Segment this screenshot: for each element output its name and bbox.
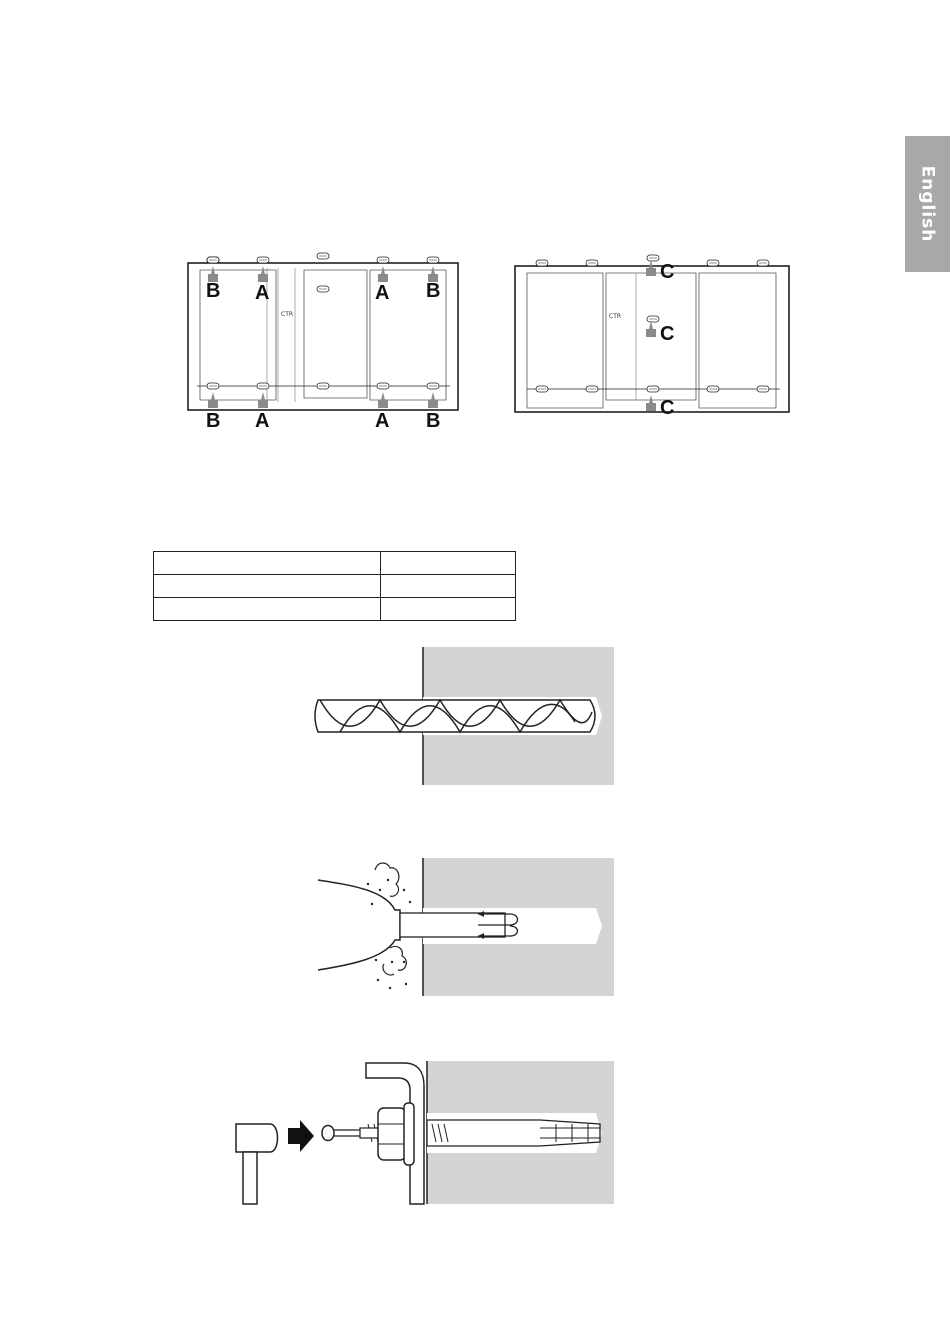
label-a-top-right: A [375,282,390,304]
blowout-illustration [318,858,614,996]
table-cell [381,552,516,575]
table-row [154,598,516,621]
table-cell [381,575,516,598]
mounting-diagram-left [188,253,458,432]
label-b-bottom-right: B [426,410,441,432]
spec-table [153,551,516,621]
mounting-diagram-right [515,255,789,419]
table-row [154,552,516,575]
language-tab-label: English [917,165,938,243]
table-cell [381,598,516,621]
table-cell [154,598,381,621]
label-a-bottom-right: A [375,410,390,432]
label-b-bottom-left: B [206,410,221,432]
table-cell [154,552,381,575]
ctr-mark-right: CTR [609,313,622,320]
label-b-top-left: B [206,280,221,302]
label-c-bottom: C [660,397,675,419]
anchor-illustration [236,1061,614,1204]
label-c-middle: C [660,323,675,345]
table-cell [154,575,381,598]
label-a-bottom-left: A [255,410,270,432]
label-b-top-right: B [426,280,441,302]
label-c-top: C [660,261,675,283]
drill-illustration [315,647,614,785]
table-row [154,575,516,598]
ctr-mark-left: CTR [281,311,294,318]
label-a-top-left: A [255,282,270,304]
